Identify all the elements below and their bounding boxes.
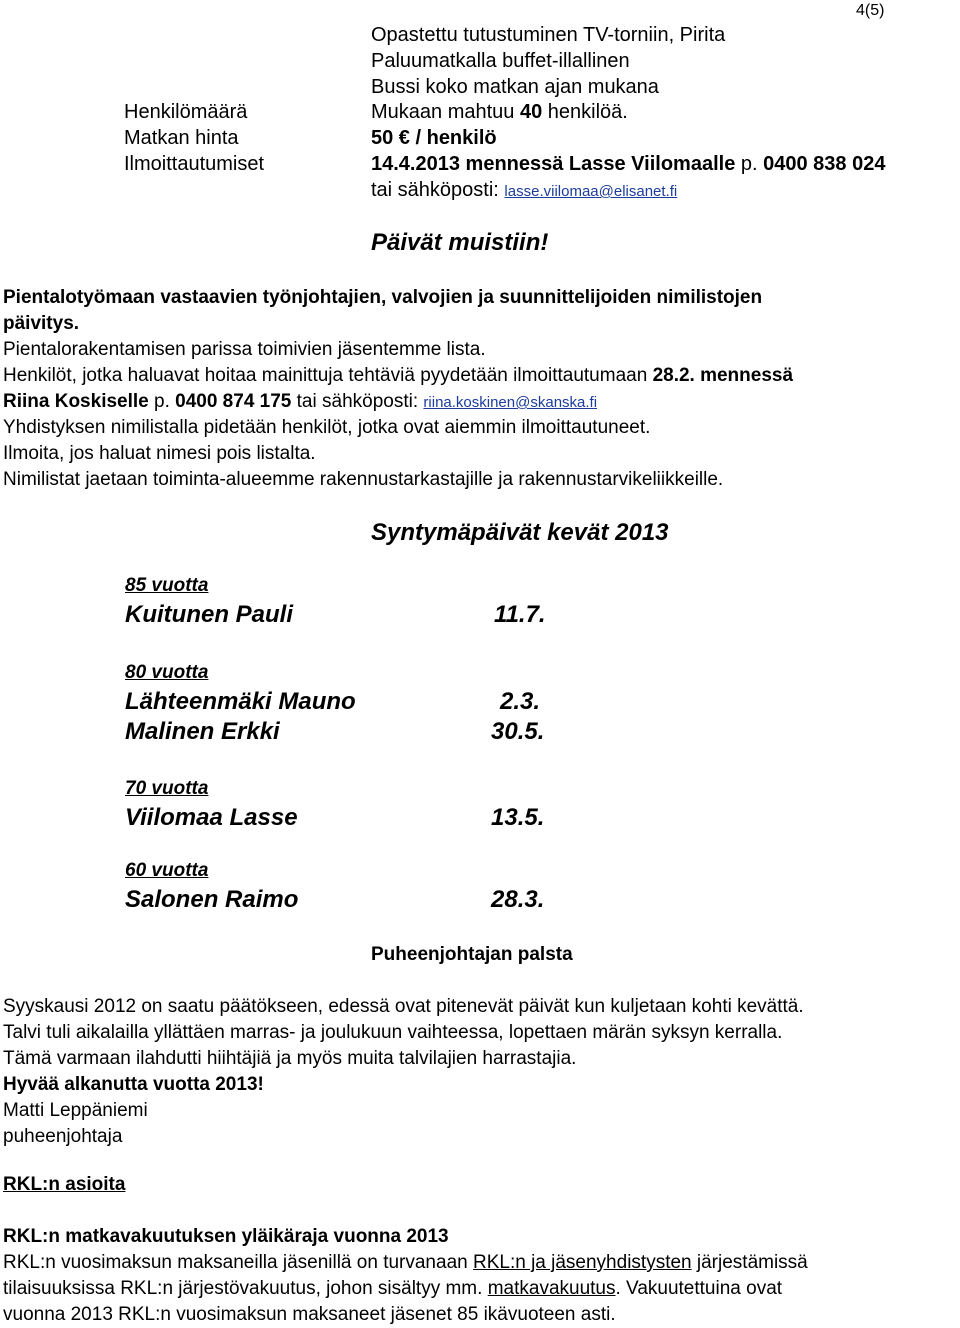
rkl-travel-insurance-link[interactable]: matkavakuutus [487, 1278, 616, 1299]
rkl-text-part: järjestämissä [691, 1252, 808, 1273]
price-value: 50 € / henkilö [371, 127, 497, 149]
chairman-text: Tämä varmaan ilahdutti hiihtäjiä ja myös muita talvilajien harrastajia. [3, 1048, 577, 1069]
birthday-name: Malinen Erkki [125, 718, 280, 745]
members-list-heading: Pientalotyömaan vastaavien työnjohtajien, valvojien ja suunnittelijoiden nimilistojen [3, 287, 763, 308]
registration-email-line [371, 177, 677, 205]
registration-email-label: tai sähköposti: [371, 179, 505, 201]
members-list-deadline: 28.2. mennessä [652, 365, 794, 386]
members-list-request: Henkilöt, jotka haluavat hoitaa mainittuja tehtäviä pyydetään ilmoittautumaan [3, 365, 653, 386]
rkl-heading: RKL:n asioita [3, 1174, 126, 1195]
members-list-text: Yhdistyksen nimilistalla pidetään henkilöt, jotka ovat aiemmin ilmoittautuneet. [3, 417, 651, 438]
birthday-name: Salonen Raimo [125, 886, 299, 913]
rkl-members-link[interactable]: RKL:n ja jäsenyhdistysten [472, 1252, 692, 1273]
members-list-text: Nimilistat jaetaan toiminta-alueemme rakennustarkastajille ja rakennustarvikeliikkeille. [3, 469, 724, 490]
registration-p: p. [735, 153, 764, 175]
registration-label: Ilmoittautumiset [124, 153, 265, 175]
contact-p: p. [148, 391, 176, 412]
chairman-heading: Puheenjohtajan palsta [371, 944, 573, 965]
registration-email-link[interactable]: lasse.viilomaa@elisanet.fi [504, 183, 678, 200]
birthday-age-group: 70 vuotta [125, 778, 209, 799]
chairman-text: Talvi tuli aikalailla yllättäen marras- ja joulukuun vaihteessa, lopettaen märän syksyn kerralla. [3, 1022, 783, 1043]
participants-text-end: henkilöä. [542, 101, 628, 123]
members-list-text: Pientalorakentamisen parissa toimivien jäsentemme lista. [3, 339, 486, 360]
birthday-age-group: 60 vuotta [125, 860, 209, 881]
birthday-age-group: 80 vuotta [125, 662, 209, 683]
birthday-date: 11.7. [494, 601, 546, 628]
participants-label: Henkilömäärä [124, 101, 248, 123]
members-list-text: Ilmoita, jos haluat nimesi pois listalta. [3, 443, 316, 464]
participants-text: Mukaan mahtuu [371, 101, 520, 123]
rkl-text-part: RKL:n vuosimaksun maksaneilla jäsenillä on turvanaan [3, 1252, 473, 1273]
participants-value [371, 99, 628, 125]
chairman-greeting: Hyvää alkanutta vuotta 2013! [3, 1074, 264, 1095]
birthday-name: Kuitunen Pauli [125, 601, 293, 628]
birthday-date: 28.3. [491, 886, 545, 913]
registration-phone: 0400 838 024 [763, 153, 886, 175]
page-number: 4(5) [856, 2, 885, 19]
participants-number: 40 [519, 101, 543, 123]
contact-email-label: tai sähköposti: [291, 391, 424, 412]
contact-phone: 0400 874 175 [175, 391, 292, 412]
birthday-name: Viilomaa Lasse [125, 804, 298, 831]
reminder-heading: Päivät muistiin! [371, 229, 549, 256]
members-list-contact [3, 389, 597, 416]
rkl-text-part: . Vakuutettuina ovat [615, 1278, 783, 1299]
birthdays-heading: Syntymäpäivät kevät 2013 [371, 519, 669, 546]
members-list-heading-cont: päivitys. [3, 313, 80, 334]
rkl-text [3, 1250, 808, 1276]
rkl-subheading: RKL:n matkavakuutuksen yläikäraja vuonna 2013 [3, 1226, 449, 1247]
registration-value [371, 151, 885, 177]
contact-name: Riina Koskiselle [3, 391, 149, 412]
members-list-text [3, 363, 793, 389]
trip-line: Bussi koko matkan ajan mukana [371, 76, 659, 98]
rkl-text [3, 1276, 782, 1302]
contact-email-link[interactable]: riina.koskinen@skanska.fi [423, 394, 598, 411]
chairman-signer-name: Matti Leppäniemi [3, 1100, 148, 1121]
birthday-age-group: 85 vuotta [125, 575, 209, 596]
price-label: Matkan hinta [124, 127, 239, 149]
birthday-name: Lähteenmäki Mauno [125, 688, 356, 715]
birthday-date: 30.5. [491, 718, 545, 745]
rkl-text: vuonna 2013 RKL:n vuosimaksun maksaneet jäsenet 85 ikävuoteen asti. [3, 1304, 616, 1325]
registration-deadline: 14.4.2013 mennessä Lasse Viilomaalle [371, 153, 736, 175]
birthday-date: 13.5. [491, 804, 545, 831]
trip-line: Opastettu tutustuminen TV-torniin, Pirita [371, 24, 726, 46]
trip-line: Paluumatkalla buffet-illallinen [371, 50, 630, 72]
chairman-signer-title: puheenjohtaja [3, 1126, 123, 1147]
birthday-date: 2.3. [500, 688, 541, 715]
rkl-text-part: tilaisuuksissa RKL:n järjestövakuutus, johon sisältyy mm. [3, 1278, 488, 1299]
chairman-text: Syyskausi 2012 on saatu päätökseen, edessä ovat pitenevät päivät kun kuljetaan kohti kevättä. [3, 996, 804, 1017]
